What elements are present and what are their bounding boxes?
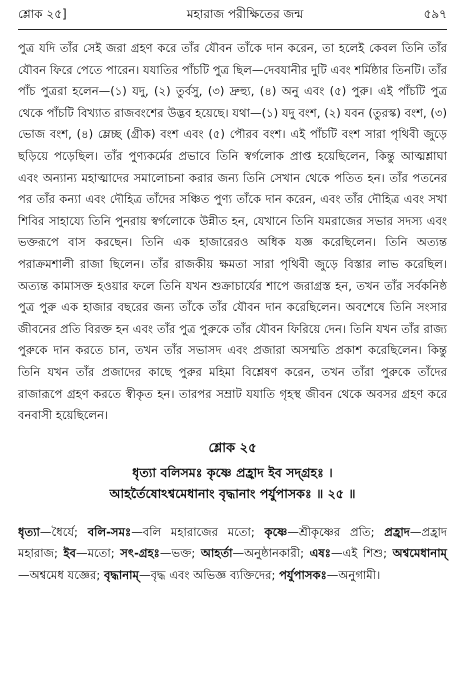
synonym-item: কৃষ্ণে—শ্রীকৃষ্ণের প্রতি; [264,524,385,539]
synonym-item: সৎ-গ্রহঃ—ভক্ত; [120,546,201,561]
synonym-item: বৃদ্ধানাম্—বৃদ্ধ এবং অভিজ্ঞ ব্যক্তিদের; [103,567,280,582]
body-paragraph: পুত্র যদি তাঁর সেই জরা গ্রহণ করে তাঁর যৌবন তাঁকে দান করেন, তা হলেই কেবল তিনি তাঁর যৌবন ফিরে পেতে পারেন। যযাতির পাঁচটি পুত্র ছিল—দেবযানীর দুটি এবং শর্মিষ্ঠার তিনটি। তাঁর পাঁচ পুত্ররা হলেন—(১) যদু, (২) তুর্বসু, (৩) দ্রুহ্যু, (৪) অনু এবং (৫) পুরু। এই পাঁচটি পুত্র থেকে পাঁচটি বিখ্যাত রাজবংশের উদ্ভব হয়েছে। যথা—(১) যদু বংশ, (২) যবন (তুরস্ক) বংশ, (৩) ভোজ বংশ, (৪) ম্লেচ্ছ (গ্রীক) বংশ এবং (৫) পৌরব বংশ। এই পাঁচটি বংশ সারা পৃথিবী জুড়ে ছড়িয়ে পড়েছিল। তাঁর পুণ্যকর্মের প্রভাবে তিনি স্বর্গলোক প্রাপ্ত হয়েছিলেন, কিন্তু আত্মশ্লাঘা এবং অন্যান্য মহাত্মাদের সমালোচনা করার জন্য তিনি সেখান থেকে পতিত হন। তাঁর পতনের পর তাঁর কন্যা এবং দৌহিত্র তাঁদের সঞ্চিত পুণ্য তাঁকে দান করেন, এবং তাঁর দৌহিত্র এবং সখা শিবির সাহায্যে তিনি পুনরায় স্বর্গলোকে উন্নীত হন, যেখানে তিনি যমরাজের সভার সদস্য এবং ভক্তরূপে বাস করছেন। তিনি এক হাজারেরও অধিক যজ্ঞ করেছিলেন। তিনি অত্যন্ত পরাক্রমশালী রাজা ছিলেন। তাঁর রাজকীয় ক্ষমতা সারা পৃথিবী জুড়ে বিস্তার লাভ করেছিল। অত্যন্ত কামাসক্ত হওয়ার ফলে তিনি যখন শুক্রাচার্যের শাপে জরাগ্রস্ত হন, তখন তাঁর সর্বকনিষ্ঠ পুত্র পুরু এক হাজার বছরের জন্য তাঁকে তাঁর যৌবন দান করেছিলেন। অবশেষে তিনি সংসার জীবনের প্রতি বিরক্ত হন এবং তাঁর পুত্র পুরুকে তাঁর যৌবন ফিরিয়ে দেন। তিনি যখন তাঁর রাজ্য পুরুকে দান করতে চান, তখন তাঁর সভাসদ এবং প্রজারা অসম্মতি প্রকাশ করেছিলেন। কিন্তু তিনি যখন তাঁর প্রজাদের কাছে পুরুর মহিমা বিশ্লেষণ করেন, তখন তাঁরা পুরুকে তাঁদের রাজারূপে গ্রহণ করতে স্বীকৃত হন। তারপর সম্রাট যযাতি গৃহস্থ জীবন থেকে অবসর গ্রহণ করে বনবাসী হয়েছিলেন। [18,41,447,423]
synonym-item: এষঃ—এই শিশু; [309,546,393,561]
synonym-item: আহর্তা—অনুষ্ঠানকারী; [200,546,310,561]
verse-line-1: ধৃত্যা বলিসমঃ কৃষ্ণে প্রহ্রাদ ইব সদ্‌গ্রহঃ । [132,464,333,480]
synonym-item: ইব—মতো; [63,546,121,561]
synonym-item: বলি-সমঃ—বলি মহারাজের মতো; [87,524,265,539]
synonym-item: প্রহ্রাদ—প্রহ্রাদ মহারাজ; [18,524,447,561]
page-number: ৫৯৭ [423,7,447,21]
word-meanings [18,522,447,587]
synonym-item: অশ্বমেধানাম্—অশ্বমেধ যজ্ঞের; [18,546,447,582]
purport-text [18,38,447,427]
header-verse-ref: শ্লোক ২৫] [18,7,67,21]
chapter-title: মহারাজ পরীক্ষিতের জন্ম [186,7,304,21]
verse-title: শ্লোক ২৫ [208,440,257,456]
synonym-item: ধৃত্যা—ধৈর্যে; [18,524,88,539]
synonym-item: পর্যুপাসকঃ—অনুগামী। [279,567,381,582]
page-header [18,6,447,30]
verse-line-2: আহর্তৈষোঽশ্বমেধানাং বৃদ্ধানাং পর্যুপাসকঃ ॥ ২৫ ॥ [109,485,356,501]
